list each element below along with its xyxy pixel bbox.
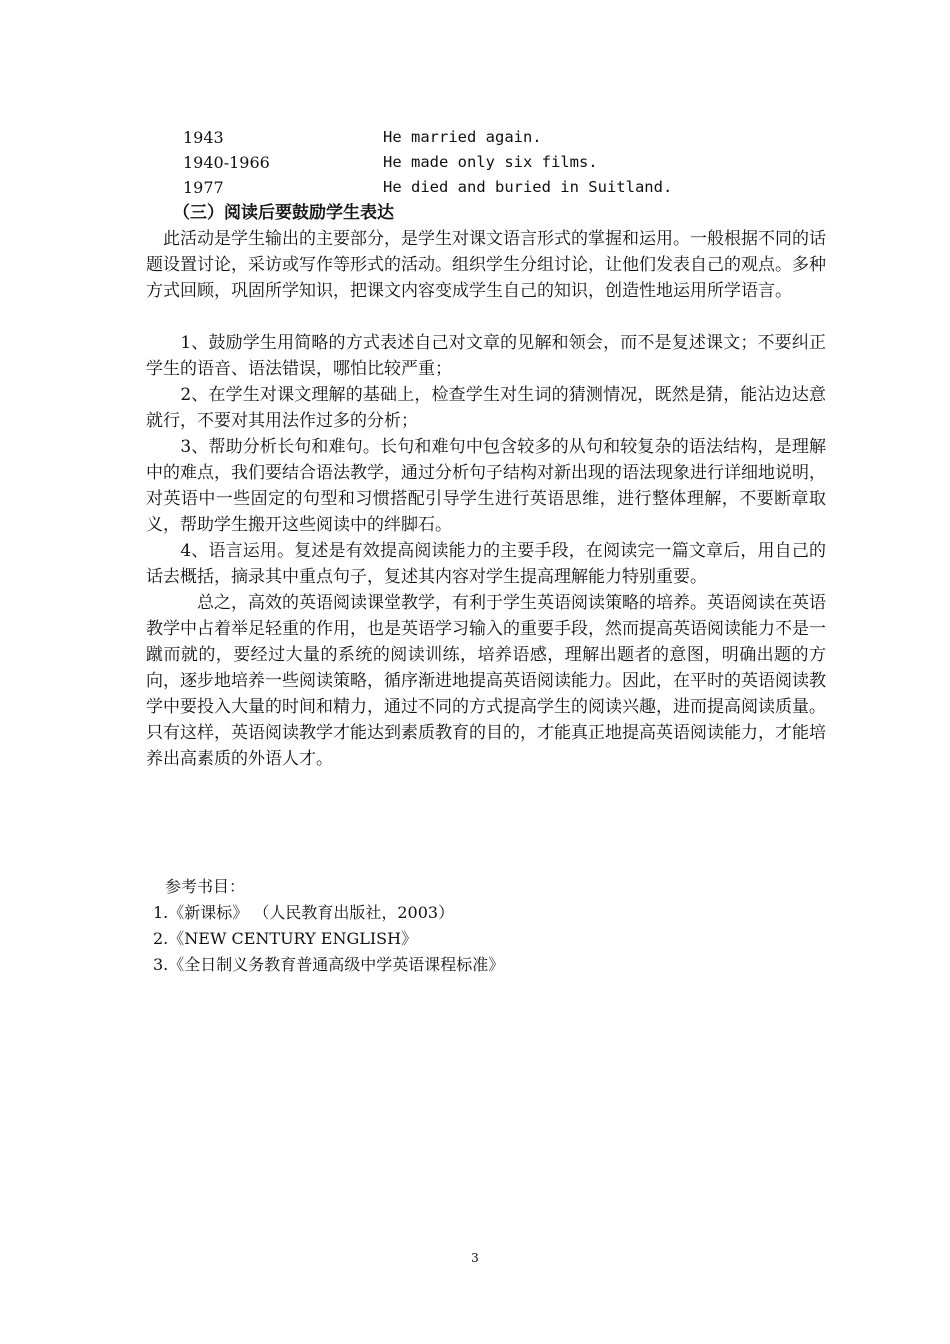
timeline-year: 1943	[183, 128, 224, 147]
reference-item: 3.《全日制义务教育普通高级中学英语课程标准》	[153, 955, 505, 974]
timeline-event: He died and buried in Suitland.	[383, 178, 673, 196]
paragraph-point-3: 3、帮助分析长句和难句。长句和难句中包含较多的从句和较复杂的语法结构，是理解中的难点，我们要结合语法教学，通过分析句子结构对新出现的语法现象进行详细地说明，对英语中一些固定的句型和习惯搭配引导学生进行英语思维，进行整体理解，不要断章取义，帮助学生搬开这些阅读中的绊脚石。	[146, 437, 826, 535]
paragraph-point-1: 1、鼓励学生用简略的方式表述自己对文章的见解和领会，而不是复述课文；不要纠正学生的语音、语法错误，哪怕比较严重；	[146, 333, 826, 379]
section-heading: （三）阅读后要鼓励学生表达	[173, 203, 394, 223]
references-title: 参考书目：	[165, 877, 246, 896]
paragraph-conclusion: 总之，高效的英语阅读课堂教学，有利于学生英语阅读策略的培养。英语阅读在英语教学中占着举足轻重的作用，也是英语学习输入的重要手段，然而提高英语阅读能力不是一蹴而就的，要经过大量的系统的阅读训练，培养语感，理解出题者的意图，明确出题的方向，逐步地培养一些阅读策略，循序渐进地提高英语阅读能力。因此，在平时的英语阅读教学中要投入大量的时间和精力，通过不同的方式提高学生的阅读兴趣，进而提高阅读质量。只有这样，英语阅读教学才能达到素质教育的目的，才能真正地提高英语阅读能力，才能培养出高素质的外语人才。	[146, 593, 826, 769]
reference-item: 1.《新课标》 （人民教育出版社，2003）	[153, 903, 455, 922]
timeline-year: 1977	[183, 178, 224, 197]
timeline-event: He married again.	[383, 128, 542, 146]
paragraph-point-2: 2、在学生对课文理解的基础上，检查学生对生词的猜测情况，既然是猜，能沾边达意就行，不要对其用法作过多的分析；	[146, 385, 826, 431]
paragraph-point-4: 4、语言运用。复述是有效提高阅读能力的主要手段，在阅读完一篇文章后，用自己的话去概括，摘录其中重点句子，复述其内容对学生提高理解能力特别重要。	[146, 541, 826, 587]
timeline-year: 1940-1966	[183, 153, 270, 172]
page-number: 3	[471, 1251, 479, 1265]
paragraph-intro: 此活动是学生输出的主要部分，是学生对课文语言形式的掌握和运用。一般根据不同的话题设置讨论，采访或写作等形式的活动。组织学生分组讨论，让他们发表自己的观点。多种方式回顾，巩固所学知识，把课文内容变成学生自己的知识，创造性地运用所学语言。	[146, 229, 826, 301]
reference-item: 2.《NEW CENTURY ENGLISH》	[153, 929, 418, 948]
timeline-event: He made only six films.	[383, 153, 598, 171]
